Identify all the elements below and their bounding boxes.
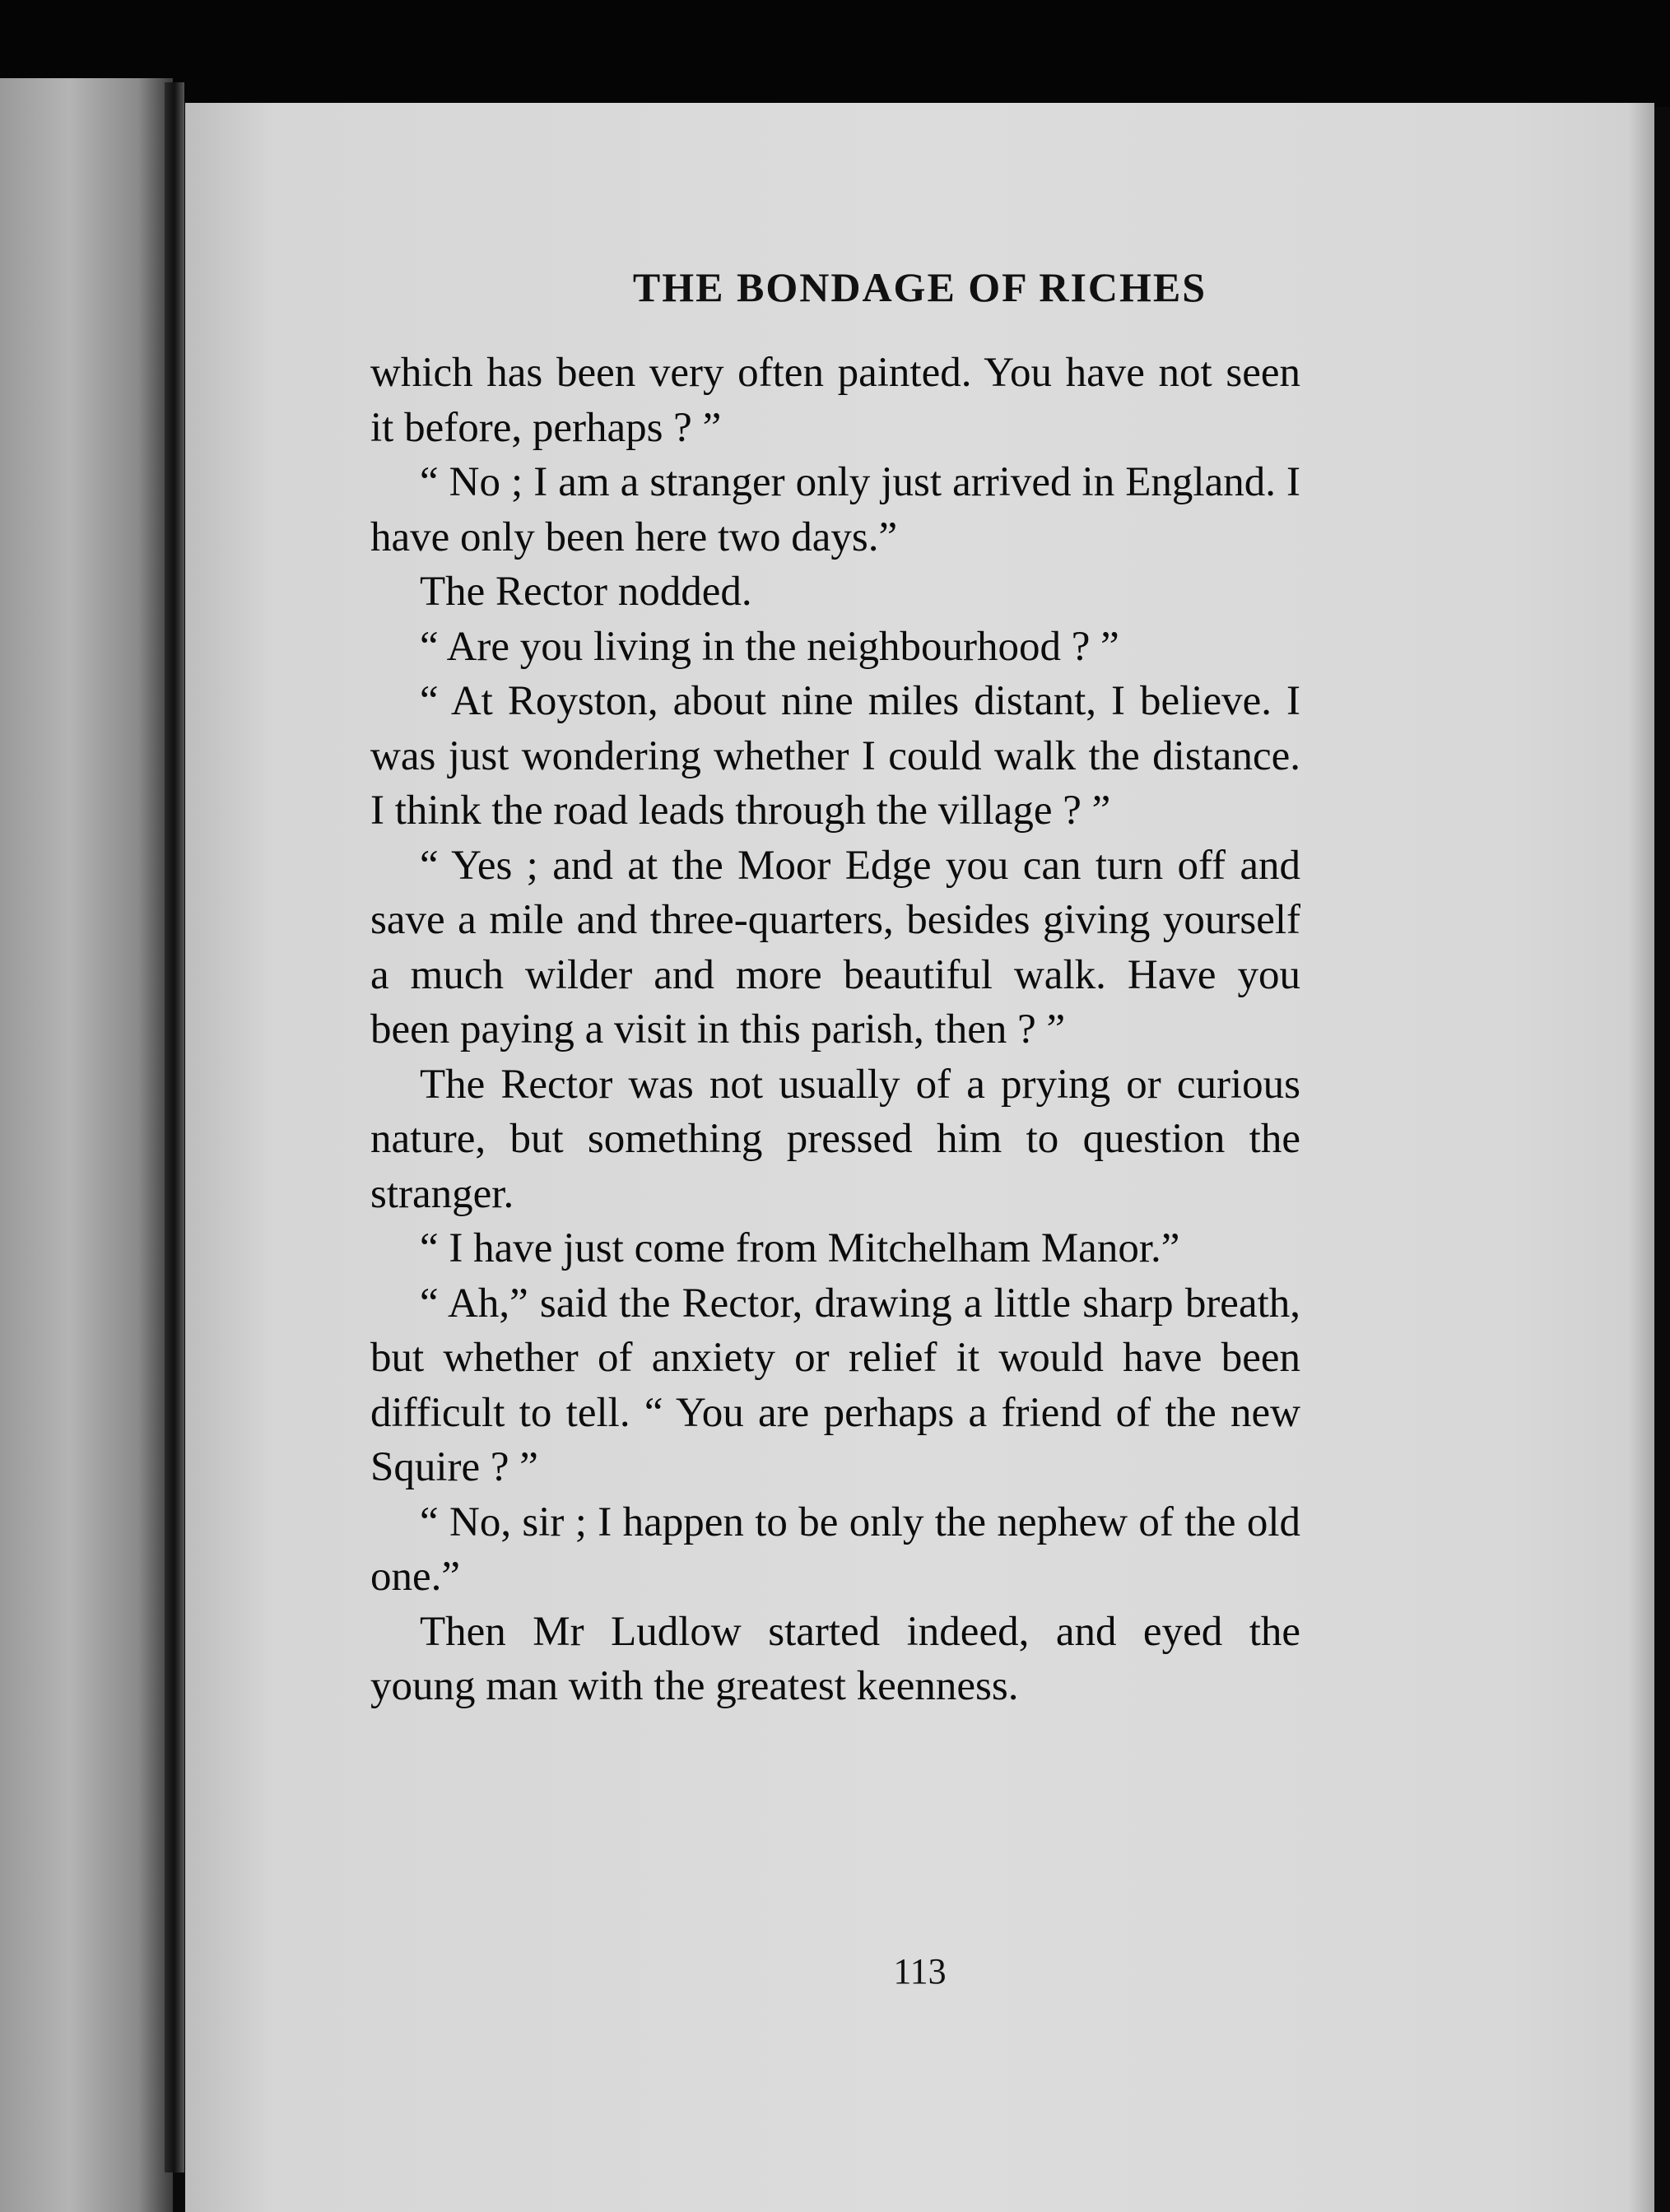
paragraph: “ No, sir ; I happen to be only the nephew of the old one.” bbox=[370, 1499, 1300, 1600]
paragraph: The Rector nodded. bbox=[420, 569, 752, 615]
page-number: 113 bbox=[893, 1951, 947, 1991]
scan-border-top bbox=[0, 0, 1670, 107]
running-head: THE BONDAGE OF RICHES bbox=[632, 264, 1207, 310]
paragraph: “ Yes ; and at the Moor Edge you can turn off and save a mile and three-quarters, besides giving yourself a much wilder and more beautiful walk. Have you been paying a visit in this parish, then ? ” bbox=[370, 842, 1300, 1053]
page-edge-shadow bbox=[1630, 103, 1654, 2212]
book-page bbox=[185, 103, 1654, 2212]
paragraph: Then Mr Ludlow started indeed, and eyed the young man with the greatest keenness. bbox=[370, 1608, 1300, 1709]
body-text bbox=[370, 346, 1300, 1714]
paragraph: “ Are you living in the neighbourhood ? ” bbox=[420, 623, 1119, 670]
paragraph: “ Ah,” said the Rector, drawing a little sharp breath, but whether of anxiety or relief it would have been difficult to tell. “ You are perhaps a friend of the new Squire ? ” bbox=[370, 1280, 1300, 1490]
paragraph: “ No ; I am a stranger only just arrived in England. I have only been here two days.” bbox=[370, 459, 1300, 560]
paragraph: “ I have just come from Mitchelham Manor.” bbox=[420, 1225, 1180, 1271]
facing-page-edge bbox=[0, 78, 173, 2212]
book-gutter bbox=[165, 82, 184, 2172]
paragraph: The Rector was not usually of a prying or curious nature, but something pressed him to question the stranger. bbox=[370, 1061, 1300, 1217]
paragraph: which has been very often painted. You have not seen it before, perhaps ? ” bbox=[370, 350, 1300, 451]
paragraph: “ At Royston, about nine miles distant, I believe. I was just wondering whether I could walk the distance. I think the road leads through the village ? ” bbox=[370, 678, 1300, 834]
